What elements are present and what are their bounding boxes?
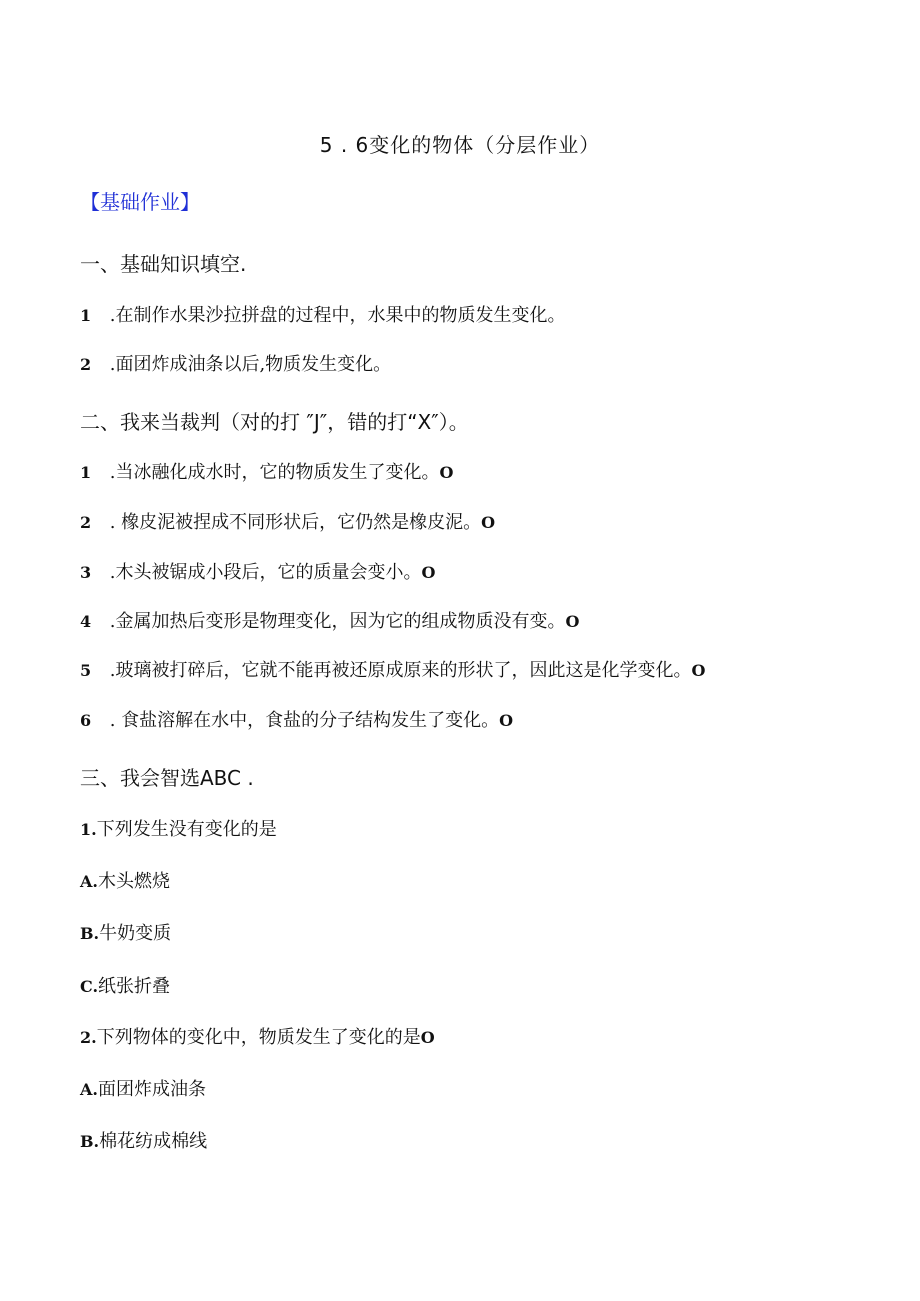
item-number: 3 bbox=[80, 563, 92, 582]
item-number: 6 bbox=[80, 711, 92, 730]
section-tag-basic: 【基础作业】 bbox=[80, 190, 200, 214]
answer-blank: O bbox=[481, 513, 496, 532]
item-text: .面团炸成油条以后,物质发生变化。 bbox=[104, 354, 392, 375]
choice-option bbox=[80, 867, 170, 893]
answer-blank: O bbox=[420, 1028, 435, 1047]
judge-item bbox=[80, 458, 453, 484]
part2-heading: 二、我来当裁判（对的打 ″J″，错的打“X″）。 bbox=[80, 410, 469, 434]
answer-blank: O bbox=[691, 661, 706, 680]
item-text: . 食盐溶解在水中，食盐的分子结构发生了变化。 bbox=[104, 710, 500, 731]
choice-option bbox=[80, 919, 171, 945]
option-label: A. bbox=[80, 1080, 98, 1099]
item-number: 2 bbox=[80, 513, 92, 532]
part3-heading: 三、我会智选ABC . bbox=[80, 766, 254, 790]
option-text: 棉花纺成棉线 bbox=[99, 1131, 208, 1152]
item-text: . 橡皮泥被捏成不同形状后，它仍然是橡皮泥。 bbox=[104, 512, 482, 533]
choice-option bbox=[80, 972, 170, 998]
option-label: B. bbox=[80, 924, 100, 943]
judge-item bbox=[80, 508, 495, 534]
document-title: 5 . 6变化的物体（分层作业） bbox=[319, 133, 601, 157]
item-text: .木头被锯成小段后，它的质量会变小。 bbox=[104, 562, 422, 583]
judge-item bbox=[80, 607, 579, 633]
part1-heading: 一、基础知识填空. bbox=[80, 252, 247, 276]
option-label: C. bbox=[80, 977, 99, 996]
choice-question bbox=[80, 1023, 435, 1049]
option-text: 纸张折叠 bbox=[98, 976, 171, 997]
judge-item bbox=[80, 706, 513, 732]
item-text: .当冰融化成水时，它的物质发生了变化。 bbox=[104, 462, 440, 483]
answer-blank: O bbox=[421, 563, 436, 582]
option-text: 牛奶变质 bbox=[99, 923, 172, 944]
choice-question bbox=[80, 815, 277, 841]
choice-option bbox=[80, 1127, 207, 1153]
item-number: 1 bbox=[80, 306, 92, 325]
item-number: 2 bbox=[80, 355, 92, 374]
item-number: 1 bbox=[80, 463, 92, 482]
item-text: .金属加热后变形是物理变化，因为它的组成物质没有变。 bbox=[104, 611, 566, 632]
choice-option bbox=[80, 1075, 206, 1101]
item-number: 4 bbox=[80, 612, 92, 631]
question-text: 下列物体的变化中，物质发生了变化的是 bbox=[96, 1027, 421, 1048]
judge-item bbox=[80, 656, 705, 682]
option-text: 木头燃烧 bbox=[97, 871, 170, 892]
option-label: A. bbox=[80, 872, 98, 891]
answer-blank: O bbox=[439, 463, 454, 482]
answer-blank: O bbox=[499, 711, 514, 730]
fill-item bbox=[80, 350, 391, 376]
judge-item bbox=[80, 558, 435, 584]
item-text: .玻璃被打碎后，它就不能再被还原成原来的形状了，因此这是化学变化。 bbox=[104, 660, 692, 681]
fill-item bbox=[80, 301, 565, 327]
answer-blank: O bbox=[565, 612, 580, 631]
option-text: 面团炸成油条 bbox=[97, 1079, 206, 1100]
question-number: 1. bbox=[80, 820, 97, 839]
question-number: 2. bbox=[80, 1028, 97, 1047]
question-text: 下列发生没有变化的是 bbox=[96, 819, 277, 840]
item-text: .在制作水果沙拉拼盘的过程中，水果中的物质发生变化。 bbox=[104, 305, 566, 326]
option-label: B. bbox=[80, 1132, 100, 1151]
item-number: 5 bbox=[80, 661, 92, 680]
